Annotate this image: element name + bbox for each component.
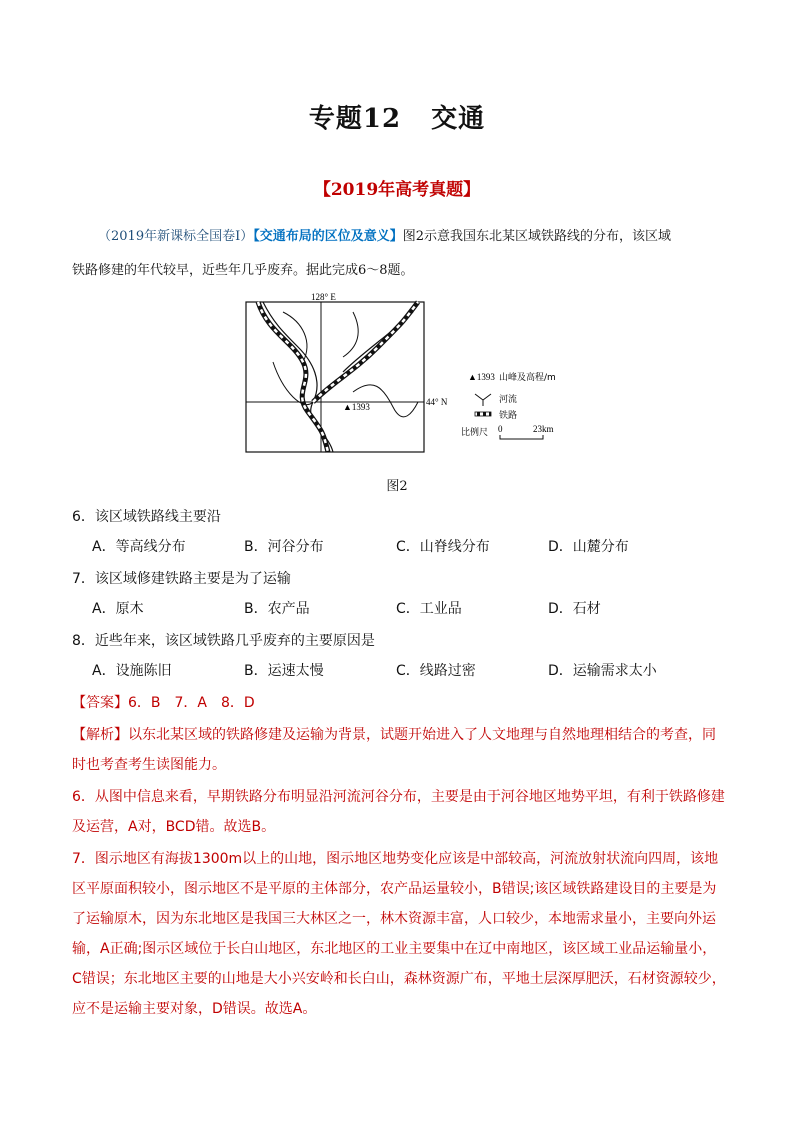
- title-sub: 交通: [431, 104, 486, 134]
- analysis-intro: 【解析】以东北某区域的铁路修建及运输为背景，试题开始进入了人文地理与自然地理相结合的考查，同时也考查考生读图能力。: [72, 727, 716, 773]
- scale-max: 23km: [533, 424, 554, 434]
- question-intro: [72, 220, 726, 288]
- scale-zero: 0: [498, 424, 503, 434]
- question-topic: 【交通布局的区位及意义】: [253, 229, 403, 244]
- railway-line: [258, 302, 328, 452]
- river-icon: [475, 394, 491, 406]
- question-6-options: [92, 536, 732, 556]
- q7-option-b: B．农产品: [244, 601, 310, 617]
- section-title: 【2019年高考真题】: [313, 180, 481, 200]
- q8-option-a: A．设施陈旧: [92, 663, 172, 679]
- analysis-q7: 7．图示地区有海拔1300m以上的山地，图示地区地势变化应该是中部较高，河流放射状流向四周，该地区平原面积较小，图示地区不是平原的主体部分，农产品运量较小，B错误;该区域铁路建设目的主要是为了运输原木，因为东北地区是我国三大林区之一，林木资源丰富，人口较少，本地需求量小，主要向外运输，A正确;图示区域位于长白山地区，东北地区的工业主要集中在辽中南地区，该区域工业品运输量小，C错误；东北地区主要的山地是大小兴安岭和长白山，森林资源广布，平地土层深厚肥沃，石材资源较少，应不是运输主要对象，D错误。故选A。: [72, 851, 726, 1017]
- peak-label: ▲1393: [343, 402, 370, 412]
- scale-bar: [500, 435, 543, 439]
- question-8: 8．近些年来，该区域铁路几乎废弃的主要原因是: [72, 633, 375, 649]
- latitude-label: 44° N: [426, 397, 448, 407]
- q8-option-c: C．线路过密: [396, 663, 476, 679]
- intro-text-2: 铁路修建的年代较早，近些年几乎废弃。据此完成6～8题。: [72, 263, 414, 278]
- question-8-options: [92, 660, 732, 680]
- question-7: 7．该区域修建铁路主要是为了运输: [72, 571, 291, 587]
- question-source: （2019年新课标全国卷Ⅰ）: [98, 229, 254, 244]
- q8-option-b: B．运速太慢: [244, 663, 324, 679]
- legend-peak-symbol: ▲1393: [468, 372, 495, 382]
- intro-text-1: 图2示意我国东北某区域铁路线的分布，该区域: [402, 229, 672, 244]
- title-main: 专题12: [308, 104, 402, 134]
- legend-rail: 铁路: [499, 411, 518, 421]
- page-title: [0, 98, 794, 135]
- railway-icon: [475, 412, 491, 416]
- question-7-options: [92, 598, 732, 618]
- q6-option-b: B．河谷分布: [244, 539, 324, 555]
- q7-option-a: A．原木: [92, 601, 144, 617]
- q7-option-d: D．石材: [548, 601, 601, 617]
- legend-river: 河流: [499, 395, 518, 405]
- q6-option-a: A．等高线分布: [92, 539, 186, 555]
- analysis-q6: 6．从图中信息来看，早期铁路分布明显沿河流河谷分布，主要是由于河谷地区地势平坦，有利于铁路修建及运营，A对，BCD错。故选B。: [72, 789, 725, 835]
- scale-label: 比例尺: [461, 428, 489, 438]
- answer-line: 【答案】6．B 7．A 8．D: [72, 695, 255, 711]
- legend-peak: 山峰及高程/m: [499, 373, 556, 383]
- q8-option-d: D．运输需求太小: [548, 663, 657, 679]
- q6-option-d: D．山麓分布: [548, 539, 629, 555]
- longitude-label: 128° E: [311, 292, 336, 302]
- question-6: 6．该区域铁路线主要沿: [72, 509, 221, 525]
- q7-option-c: C．工业品: [396, 601, 462, 617]
- railway-map: [243, 292, 573, 458]
- q6-option-c: C．山脊线分布: [396, 539, 490, 555]
- figure-caption: 图2: [386, 479, 408, 494]
